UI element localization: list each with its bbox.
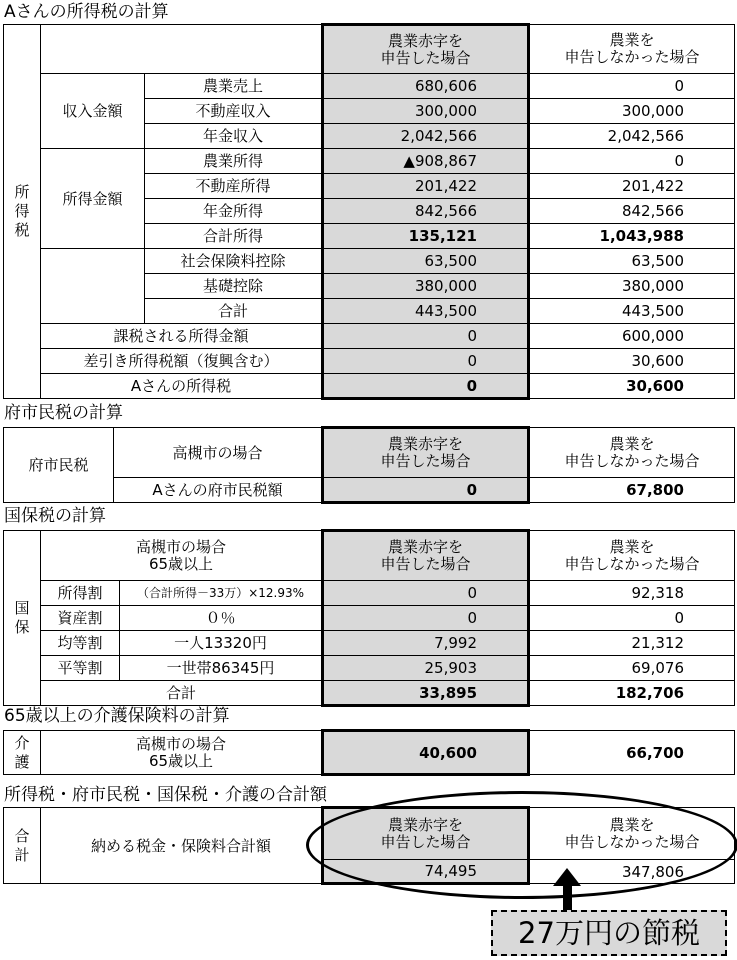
header-loss: 農業赤字を 申告した場合: [323, 531, 529, 581]
highlight-ellipse: [306, 791, 737, 899]
value-loss: 2,042,566: [323, 124, 529, 149]
value-noreport: 182,706: [529, 681, 735, 706]
row-label: 農業売上: [145, 74, 323, 99]
nhi-side-label: 国保: [4, 531, 41, 706]
value-loss: 0: [323, 606, 529, 631]
value-loss: 74,495: [323, 860, 529, 884]
care-table: [3, 729, 735, 776]
value-loss: 0: [323, 374, 529, 399]
nhi-city-label: 高槻市の場合 65歳以上: [41, 531, 323, 581]
value-noreport: 443,500: [529, 299, 735, 324]
value-loss: 0: [323, 478, 529, 503]
nhi-table: [3, 529, 735, 707]
nhi-title: 国保税の計算: [4, 506, 106, 526]
row-label: 均等割: [41, 631, 120, 656]
group-income: 収入金額: [41, 74, 145, 149]
value-noreport: 0: [529, 149, 735, 174]
row-desc: 一人13320円: [120, 631, 323, 656]
value-noreport: 201,422: [529, 174, 735, 199]
row-label: Aさんの府市民税額: [114, 478, 323, 503]
value-loss: 40,600: [323, 731, 529, 775]
row-label: 資産割: [41, 606, 120, 631]
income-tax-side-label: 所得税: [4, 25, 41, 399]
header-noreport: 農業を 申告しなかった場合: [529, 428, 735, 478]
row-label: 年金所得: [145, 199, 323, 224]
care-city-label: 高槻市の場合 65歳以上: [41, 731, 323, 775]
value-loss: 0: [323, 581, 529, 606]
value-loss: 443,500: [323, 299, 529, 324]
value-noreport: 1,043,988: [529, 224, 735, 249]
value-noreport: 0: [529, 606, 735, 631]
savings-callout: 27万円の節税: [491, 910, 727, 956]
group-earnings: 所得金額: [41, 149, 145, 249]
value-loss: 33,895: [323, 681, 529, 706]
header-loss: 農業赤字を 申告した場合: [323, 25, 529, 74]
total-row-label: 納める税金・保険料合計額: [41, 808, 323, 884]
total-title: 所得税・府市民税・国保税・介護の合計額: [4, 785, 327, 805]
value-noreport: 347,806: [529, 860, 735, 884]
value-loss: 0: [323, 324, 529, 349]
value-noreport: 30,600: [529, 349, 735, 374]
income-tax-title: Aさんの所得税の計算: [4, 2, 169, 22]
value-noreport: 600,000: [529, 324, 735, 349]
row-label: 農業所得: [145, 149, 323, 174]
care-side-label: 介護: [4, 731, 41, 775]
value-noreport: 0: [529, 74, 735, 99]
resident-city-label: 高槻市の場合: [114, 428, 323, 478]
value-loss: 7,992: [323, 631, 529, 656]
header-loss: 農業赤字を 申告した場合: [323, 428, 529, 478]
row-label: 不動産所得: [145, 174, 323, 199]
row-label: 合計: [145, 299, 323, 324]
header-noreport: 農業を 申告しなかった場合: [529, 531, 735, 581]
resident-tax-table: [3, 426, 735, 504]
value-noreport: 30,600: [529, 374, 735, 399]
income-tax-table: [3, 23, 735, 400]
header-loss: 農業赤字を 申告した場合: [323, 808, 529, 860]
value-loss: ▲908,867: [323, 149, 529, 174]
value-noreport: 92,318: [529, 581, 735, 606]
row-label: 差引き所得税額（復興含む）: [41, 349, 323, 374]
value-noreport: 67,800: [529, 478, 735, 503]
row-desc: ０％: [120, 606, 323, 631]
value-noreport: 21,312: [529, 631, 735, 656]
value-loss: 25,903: [323, 656, 529, 681]
row-label: 不動産収入: [145, 99, 323, 124]
value-noreport: 2,042,566: [529, 124, 735, 149]
value-loss: 0: [323, 349, 529, 374]
value-loss: 300,000: [323, 99, 529, 124]
row-label: 課税される所得金額: [41, 324, 323, 349]
value-loss: 135,121: [323, 224, 529, 249]
row-desc: （合計所得－33万）×12.93%: [120, 581, 323, 606]
resident-side-label: 府市民税: [4, 428, 114, 503]
row-label: 基礎控除: [145, 274, 323, 299]
value-noreport: 842,566: [529, 199, 735, 224]
value-loss: 63,500: [323, 249, 529, 274]
value-loss: 842,566: [323, 199, 529, 224]
row-label: 社会保険料控除: [145, 249, 323, 274]
row-label: 合計: [41, 681, 323, 706]
row-label: 平等割: [41, 656, 120, 681]
value-noreport: 66,700: [529, 731, 735, 775]
row-label: 所得割: [41, 581, 120, 606]
resident-tax-title: 府市民税の計算: [4, 403, 123, 423]
row-label: Aさんの所得税: [41, 374, 323, 399]
row-desc: 一世帯86345円: [120, 656, 323, 681]
row-label: 年金収入: [145, 124, 323, 149]
value-noreport: 69,076: [529, 656, 735, 681]
value-noreport: 63,500: [529, 249, 735, 274]
value-noreport: 300,000: [529, 99, 735, 124]
header-noreport: 農業を 申告しなかった場合: [529, 808, 735, 860]
value-noreport: 380,000: [529, 274, 735, 299]
value-loss: 380,000: [323, 274, 529, 299]
value-loss: 680,606: [323, 74, 529, 99]
header-noreport: 農業を 申告しなかった場合: [529, 25, 735, 74]
total-side-label: 合計: [4, 808, 41, 884]
row-label: 合計所得: [145, 224, 323, 249]
value-loss: 201,422: [323, 174, 529, 199]
care-title: 65歳以上の介護保険料の計算: [4, 706, 230, 726]
